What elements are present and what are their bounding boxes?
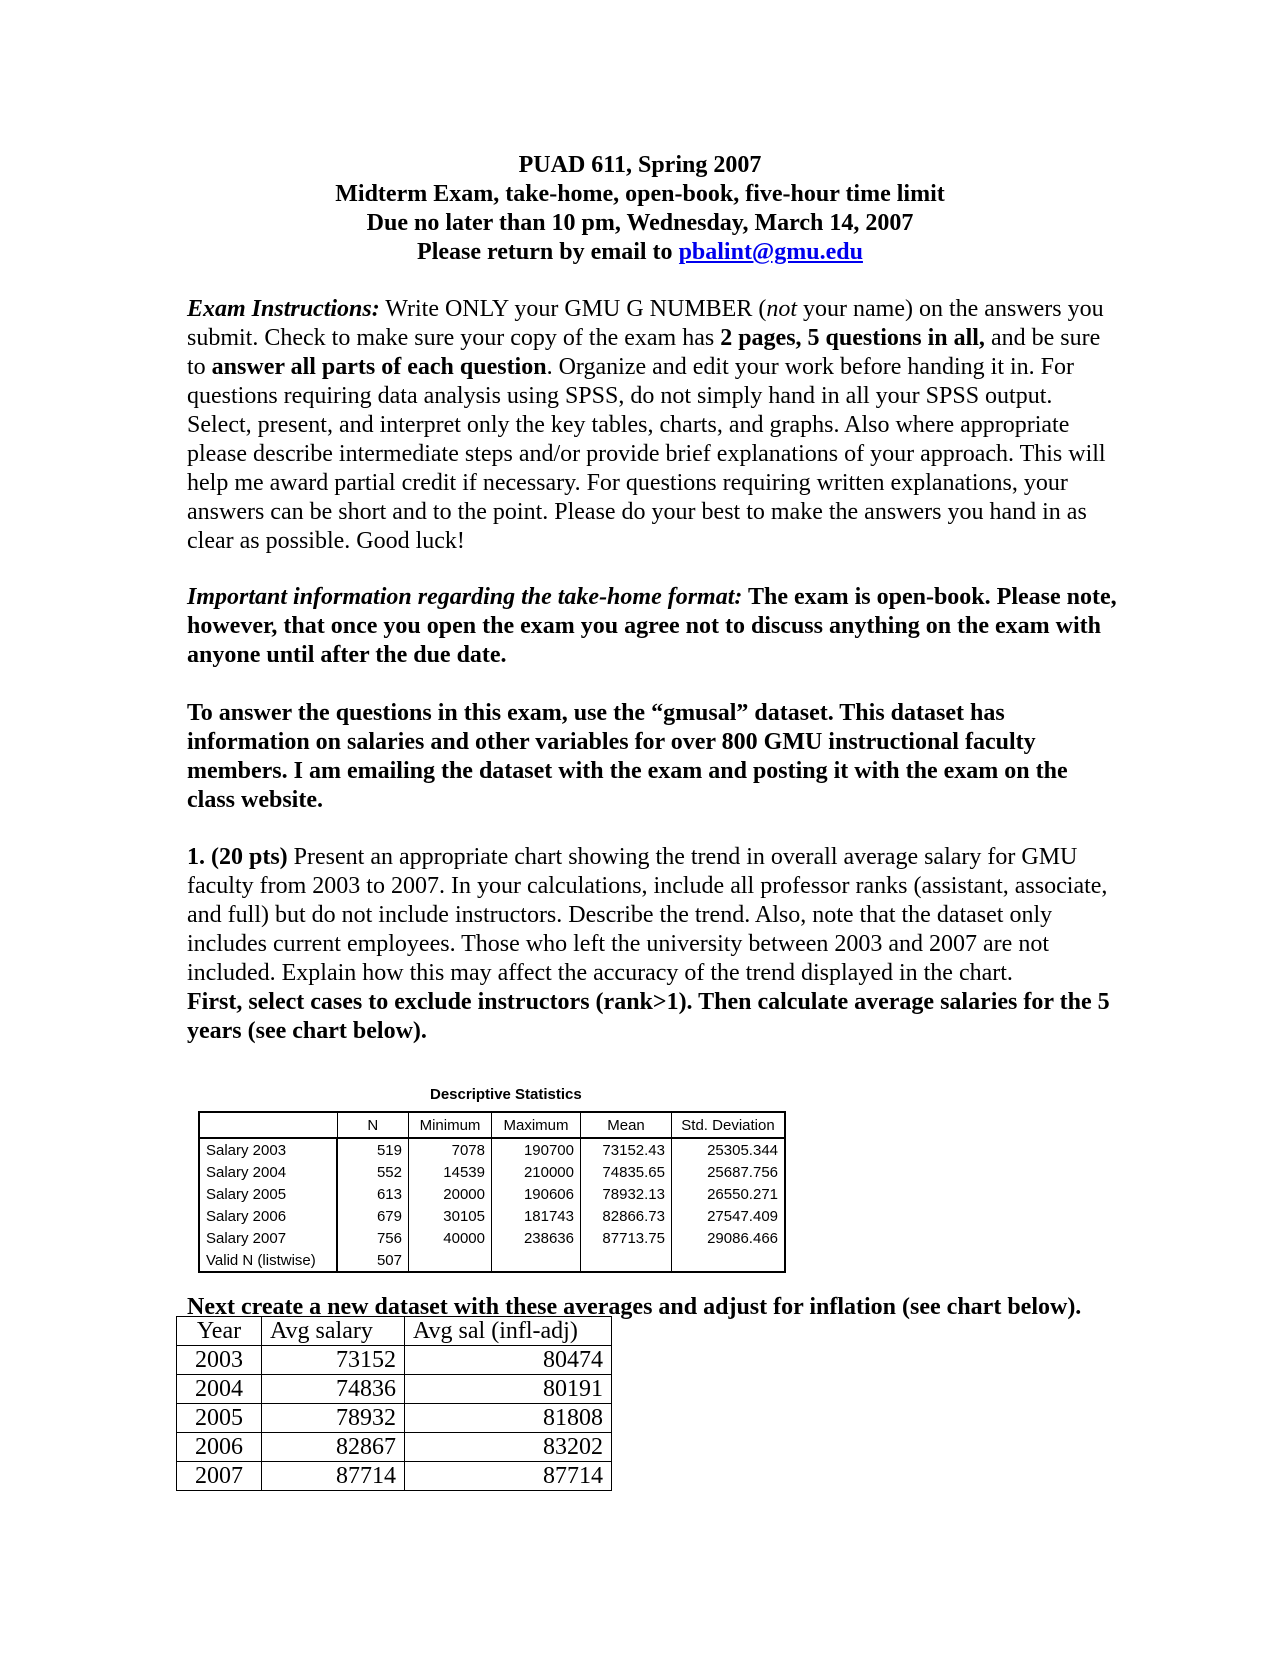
exam-subtitle: Midterm Exam, take-home, open-book, five-hour time limit: [335, 181, 945, 207]
instructions-text-3: and be sure to: [187, 325, 1101, 380]
email-link[interactable]: pbalint@gmu.edu: [678, 239, 863, 265]
descriptive-stats-title: Descriptive Statistics: [430, 1086, 582, 1103]
cell-sd: 27547.409: [672, 1205, 786, 1227]
cell-year: 2005: [177, 1404, 262, 1433]
cell-avg-sal-adj: 80474: [405, 1346, 612, 1375]
cell-sd: 29086.466: [672, 1227, 786, 1249]
row-label: Salary 2007: [199, 1227, 337, 1249]
col-header-min: Minimum: [409, 1112, 492, 1138]
cell-n: 552: [337, 1161, 409, 1183]
cell-min: 30105: [409, 1205, 492, 1227]
cell-avg-salary: 78932: [262, 1404, 405, 1433]
table-row: [199, 1183, 785, 1205]
return-prefix: Please return by email to: [417, 239, 679, 265]
col-header-max: Maximum: [492, 1112, 581, 1138]
cell-min: 40000: [409, 1227, 492, 1249]
table-row: [177, 1462, 612, 1491]
row-label: Valid N (listwise): [199, 1249, 337, 1272]
question-1-prompt: [187, 843, 1117, 988]
col-header-sd: Std. Deviation: [672, 1112, 786, 1138]
cell-max: [492, 1249, 581, 1272]
cell-year: 2006: [177, 1433, 262, 1462]
question-1-number: 1. (20 pts): [187, 844, 288, 870]
table-row: [177, 1433, 612, 1462]
answer-step-2: Next create a new dataset with these averages and adjust for inflation (see chart below).: [187, 1294, 1082, 1320]
cell-year: 2007: [177, 1462, 262, 1491]
table-header-row: [199, 1112, 785, 1138]
return-line: [0, 238, 1280, 267]
question-1-text: Present an appropriate chart showing the trend in overall average salary for GMU faculty from 2003 to 2007. In your calculations, include all professor ranks (assistant, associate, and full) but do not include instructors. Describe the trend. Also, note that the dataset only includes current employees. Those who left the university between 2003 and 2007 are not included. Explain how this may affect the accuracy of the trend displayed in the chart.: [187, 844, 1108, 986]
cell-mean: 87713.75: [581, 1227, 672, 1249]
table-row: [199, 1249, 785, 1272]
exam-header: [0, 151, 1280, 267]
cell-avg-salary: 82867: [262, 1433, 405, 1462]
takehome-label: Important information regarding the take-home format:: [187, 584, 743, 610]
cell-min: 20000: [409, 1183, 492, 1205]
cell-sd: 25687.756: [672, 1161, 786, 1183]
instructions-text-2: your name) on the answers you submit. Check to make sure your copy of the exam has: [187, 296, 1104, 351]
course-title: PUAD 611, Spring 2007: [518, 152, 762, 178]
cell-n: 519: [337, 1138, 409, 1161]
due-date: Due no later than 10 pm, Wednesday, March 14, 2007: [366, 210, 914, 236]
row-label: Salary 2003: [199, 1138, 337, 1161]
cell-avg-salary: 73152: [262, 1346, 405, 1375]
descriptive-stats-table: [198, 1111, 786, 1273]
table-row: [199, 1227, 785, 1249]
instructions-bold-1: 2 pages, 5 questions in all,: [720, 325, 985, 351]
cell-n: 507: [337, 1249, 409, 1272]
cell-year: 2003: [177, 1346, 262, 1375]
cell-max: 190700: [492, 1138, 581, 1161]
cell-max: 181743: [492, 1205, 581, 1227]
cell-min: [409, 1249, 492, 1272]
cell-n: 756: [337, 1227, 409, 1249]
instructions-label: Exam Instructions:: [187, 296, 380, 322]
instructions-not: not: [766, 296, 798, 322]
cell-n: 613: [337, 1183, 409, 1205]
table-row: [177, 1346, 612, 1375]
cell-max: 190606: [492, 1183, 581, 1205]
table-row: [199, 1138, 785, 1161]
cell-max: 210000: [492, 1161, 581, 1183]
cell-avg-sal-adj: 81808: [405, 1404, 612, 1433]
inflation-header-row: [177, 1317, 612, 1346]
row-label: Salary 2006: [199, 1205, 337, 1227]
cell-mean: 73152.43: [581, 1138, 672, 1161]
cell-avg-sal-adj: 87714: [405, 1462, 612, 1491]
col-header-avg-salary: Avg salary: [262, 1317, 405, 1346]
cell-min: 7078: [409, 1138, 492, 1161]
cell-sd: [672, 1249, 786, 1272]
cell-mean: 82866.73: [581, 1205, 672, 1227]
row-label: Salary 2005: [199, 1183, 337, 1205]
answer-step-1: First, select cases to exclude instructors (rank>1). Then calculate average salaries for the 5 years (see chart below).: [187, 989, 1110, 1044]
cell-avg-salary: 74836: [262, 1375, 405, 1404]
table-row: [199, 1161, 785, 1183]
table-row: [199, 1205, 785, 1227]
col-header-mean: Mean: [581, 1112, 672, 1138]
table-row: [177, 1404, 612, 1433]
dataset-info: To answer the questions in this exam, use the “gmusal” dataset. This dataset has information on salaries and other variables for over 800 GMU instructional faculty members. I am emailing the dataset with the exam and posting it with the exam on the class website.: [187, 700, 1068, 813]
cell-n: 679: [337, 1205, 409, 1227]
col-header-avg-sal-adj: Avg sal (infl-adj): [405, 1317, 612, 1346]
takehome-text: The exam is open-book. Please note, however, that once you open the exam you agree not to discuss anything on the exam with anyone until after the due date.: [187, 584, 1117, 668]
cell-min: 14539: [409, 1161, 492, 1183]
cell-avg-sal-adj: 83202: [405, 1433, 612, 1462]
cell-mean: [581, 1249, 672, 1272]
cell-sd: 25305.344: [672, 1138, 786, 1161]
cell-year: 2004: [177, 1375, 262, 1404]
col-header-n: N: [337, 1112, 409, 1138]
table-row: [177, 1375, 612, 1404]
col-header-year: Year: [177, 1317, 262, 1346]
cell-sd: 26550.271: [672, 1183, 786, 1205]
exam-instructions: [187, 295, 1117, 556]
row-label: Salary 2004: [199, 1161, 337, 1183]
cell-max: 238636: [492, 1227, 581, 1249]
cell-mean: 74835.65: [581, 1161, 672, 1183]
cell-mean: 78932.13: [581, 1183, 672, 1205]
cell-avg-sal-adj: 80191: [405, 1375, 612, 1404]
corner-cell: [199, 1112, 337, 1138]
instructions-text-4: . Organize and edit your work before handing it in. For questions requiring data analysis using SPSS, do not simply hand in all your SPSS output. Select, present, and interpret only the key tables, charts, and graphs. Also where appropriate please describe intermediate steps and/or provide brief explanations of your approach. This will help me award partial credit if necessary. For questions requiring written explanations, your answers can be short and to the point. Please do your best to make the answers you hand in as clear as possible. Good luck!: [187, 354, 1106, 554]
instructions-text-1: Write ONLY your GMU G NUMBER (: [379, 296, 767, 322]
inflation-table: [176, 1316, 612, 1491]
cell-avg-salary: 87714: [262, 1462, 405, 1491]
takehome-info: [187, 583, 1117, 670]
question-1: [187, 843, 1117, 1046]
instructions-bold-2: answer all parts of each question: [211, 354, 547, 380]
